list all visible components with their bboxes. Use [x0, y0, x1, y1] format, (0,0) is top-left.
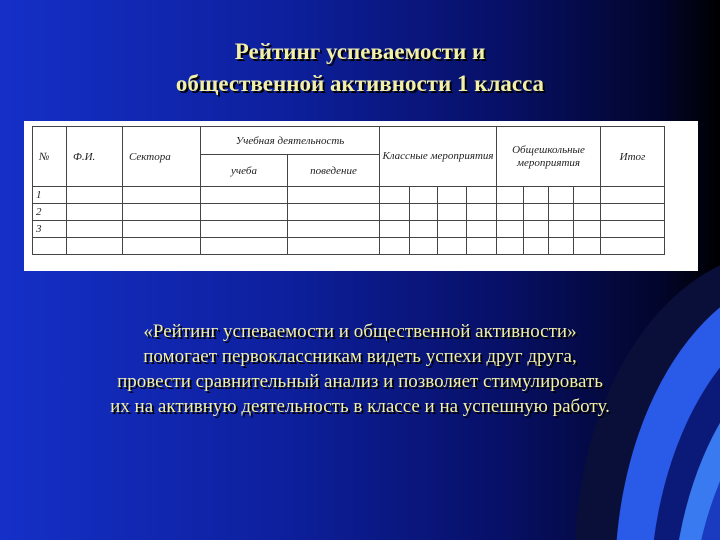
row-number: 1 — [33, 187, 67, 204]
table-cell — [467, 221, 497, 238]
table-cell — [438, 204, 467, 221]
col-header-sector: Сектора — [123, 127, 201, 187]
col-header-study-behavior: поведение — [288, 155, 380, 187]
table-cell — [601, 238, 665, 255]
table-cell — [380, 238, 410, 255]
table-cell — [123, 238, 201, 255]
table-cell — [201, 187, 288, 204]
table-cell — [497, 238, 524, 255]
table-cell — [288, 221, 380, 238]
table-cell — [549, 204, 574, 221]
table-row — [33, 187, 665, 204]
table-cell — [549, 221, 574, 238]
description-text — [30, 319, 690, 419]
table-cell — [601, 187, 665, 204]
table-cell — [380, 187, 410, 204]
table-cell — [497, 221, 524, 238]
col-header-number: № — [33, 127, 67, 187]
table-cell — [380, 221, 410, 238]
table-cell — [380, 204, 410, 221]
col-header-study: Учебная деятельность — [201, 127, 380, 155]
table-cell — [67, 187, 123, 204]
row-number — [33, 238, 67, 255]
table-cell — [410, 221, 438, 238]
table-cell — [524, 187, 549, 204]
col-header-school-events: Общешкольные мероприятия — [497, 127, 601, 187]
table-cell — [497, 187, 524, 204]
description-line: провести сравнительный анализ и позволяет стимулировать — [117, 371, 603, 392]
table-cell — [67, 238, 123, 255]
table-cell — [201, 238, 288, 255]
table-cell — [601, 221, 665, 238]
table-cell — [467, 204, 497, 221]
table-cell — [410, 238, 438, 255]
table-cell — [123, 187, 201, 204]
table-cell — [438, 187, 467, 204]
description-line: помогает первоклассникам видеть успехи друг друга, — [143, 346, 577, 367]
table-cell — [574, 204, 601, 221]
table-cell — [67, 221, 123, 238]
table-cell — [497, 204, 524, 221]
slide-title-line: общественной активности 1 класса — [175, 71, 545, 96]
col-header-class-events: Классные мероприятия — [380, 127, 497, 187]
table-cell — [467, 238, 497, 255]
table-cell — [410, 187, 438, 204]
rating-table-panel — [24, 121, 698, 271]
table-cell — [574, 187, 601, 204]
description-line: их на активную деятельность в классе и на успешную работу. — [110, 396, 610, 417]
table-cell — [67, 204, 123, 221]
description-line: «Рейтинг успеваемости и общественной активности» — [143, 321, 577, 342]
table-cell — [288, 204, 380, 221]
table-cell — [524, 238, 549, 255]
col-header-study-grades: учеба — [201, 155, 288, 187]
table-cell — [201, 221, 288, 238]
slide-title — [60, 36, 660, 100]
table-cell — [123, 221, 201, 238]
table-cell — [549, 187, 574, 204]
table-row — [33, 204, 665, 221]
table-cell — [288, 187, 380, 204]
col-header-total: Итог — [601, 127, 665, 187]
table-cell — [410, 204, 438, 221]
table-cell — [438, 238, 467, 255]
table-cell — [574, 238, 601, 255]
rating-table — [32, 126, 665, 255]
table-cell — [201, 204, 288, 221]
col-header-name: Ф.И. — [67, 127, 123, 187]
table-cell — [438, 221, 467, 238]
table-cell — [288, 238, 380, 255]
table-cell — [123, 204, 201, 221]
table-row — [33, 221, 665, 238]
table-cell — [467, 187, 497, 204]
row-number: 2 — [33, 204, 67, 221]
table-cell — [524, 204, 549, 221]
table-cell — [524, 221, 549, 238]
table-cell — [574, 221, 601, 238]
table-cell — [601, 204, 665, 221]
slide-title-line: Рейтинг успеваемости и — [234, 39, 486, 64]
row-number: 3 — [33, 221, 67, 238]
table-row — [33, 238, 665, 255]
table-cell — [549, 238, 574, 255]
